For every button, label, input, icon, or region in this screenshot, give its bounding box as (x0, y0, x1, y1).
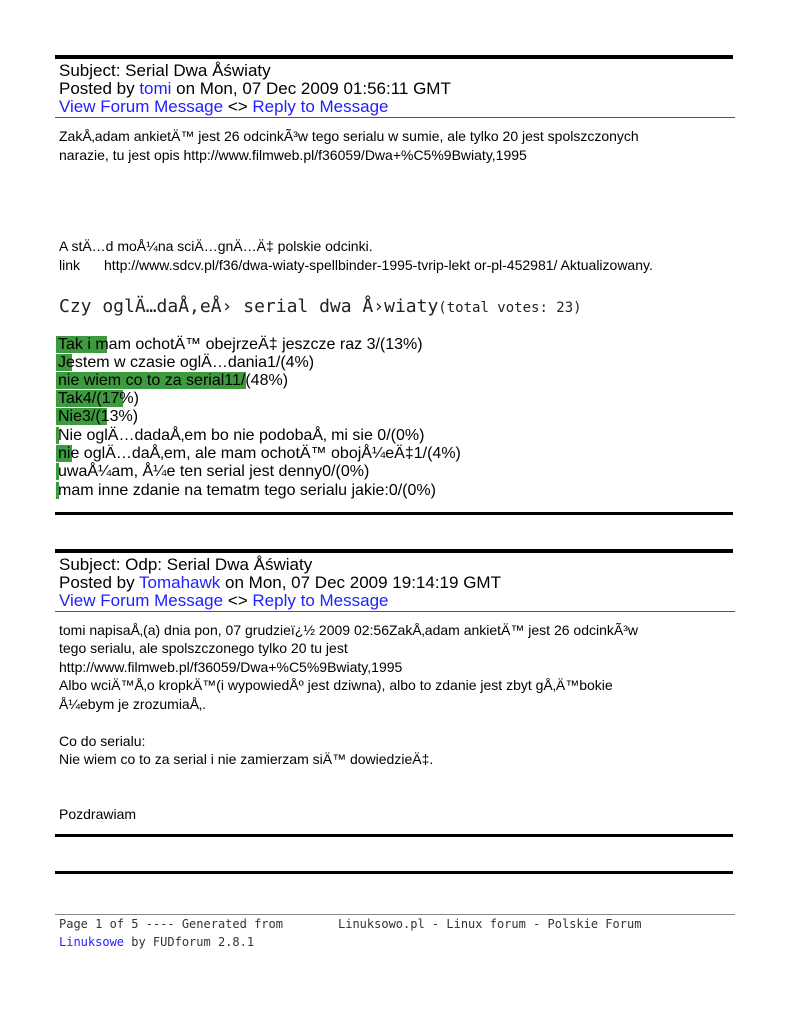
footer-line2 (59, 935, 254, 949)
post2-subject: Subject: Odp: Serial Dwa Åświaty (59, 555, 313, 574)
poll-option: Nie3/(13%) (58, 408, 139, 425)
poll-option: nie oglÄ…daÅ‚em, ale mam ochotÄ™ obojÅ¼eÄ‡1/(4%) (58, 445, 461, 462)
post1-body-line: narazie, tu jest opis http://www.filmweb.pl/f36059/Dwa+%C5%9Bwiaty,1995 (59, 147, 527, 163)
post2-body-line: Å¼ebym je zrozumiaÅ‚. (59, 696, 207, 712)
poll-option: Jestem w czasie oglÄ…dania1/(4%) (58, 354, 315, 371)
posted-prefix: Posted by (59, 79, 140, 98)
posted-prefix: Posted by (59, 573, 140, 592)
poll-option: Tak i mam ochotÄ™ obejrzeÄ‡ jeszcze raz 3/(13%) (58, 336, 423, 353)
poll-question: Czy oglÄ…daÅ‚eÅ› serial dwa Å›wiaty (59, 296, 439, 317)
post1-header-rule (55, 117, 735, 118)
post2-body-line: Albo wciÄ™Å‚o kropkÄ™(i wypowiedÅº jest dziwna), albo to zdanie jest zbyt gÅ‚Ä™bokie (59, 677, 613, 693)
link-label: link (59, 257, 81, 273)
post2-bottom-rule (55, 834, 733, 837)
post2-body-line: tego serialu, ale spolszczonego tylko 20 tu jest (59, 640, 348, 656)
post2-body-line: Co do serialu: (59, 733, 146, 749)
link-separator: <> (223, 97, 253, 116)
post1-bottom-rule (55, 512, 733, 515)
poll-option: nie wiem co to za serial11/(48%) (58, 372, 289, 389)
view-forum-message-link[interactable]: View Forum Message (59, 97, 224, 116)
post1-subject: Subject: Serial Dwa Åświaty (59, 61, 271, 80)
author-link[interactable]: Tomahawk (139, 573, 221, 592)
post2-header-rule (55, 611, 735, 612)
post2-body-line: http://www.filmweb.pl/f36059/Dwa+%C5%9Bwiaty,1995 (59, 659, 403, 675)
post1-top-rule (55, 55, 733, 59)
post2-body-line: Nie wiem co to za serial i nie zamierzam siÄ™ dowiedzieÄ‡. (59, 751, 434, 767)
posted-date: on Mon, 07 Dec 2009 19:14:19 GMT (220, 573, 501, 592)
page-end-rule (55, 871, 733, 874)
poll-option: Nie oglÄ…dadaÅ‚em bo nie podobaÅ‚ mi sie 0/(0%) (58, 427, 425, 444)
poll-total-votes: (total votes: 23) (438, 300, 582, 316)
posted-date: on Mon, 07 Dec 2009 01:56:11 GMT (171, 79, 451, 98)
view-forum-message-link[interactable]: View Forum Message (59, 591, 224, 610)
reply-to-message-link[interactable]: Reply to Message (252, 591, 389, 610)
post2-actions (59, 592, 388, 610)
poll-option: Tak4/(17%) (58, 390, 139, 407)
post1-body-line: ZakÅ‚adam ankietÄ™ jest 26 odcinkÃ³w tego serialu w sumie, ale tylko 20 jest spolszczonych (59, 128, 639, 144)
link-url: http://www.sdcv.pl/f36/dwa-wiaty-spellbinder-1995-tvrip-lekt or-pl-452981/ Aktualizowany. (104, 257, 653, 273)
reply-to-message-link[interactable]: Reply to Message (252, 97, 389, 116)
poll-title (59, 296, 582, 317)
post1-actions (59, 98, 388, 116)
footer-site-link[interactable]: Linuksowo.pl - Linux forum - Polskie Forum (338, 917, 642, 931)
footer-site-link-cont[interactable]: Linuksowe (59, 935, 125, 949)
post2-posted-line (59, 574, 501, 592)
post2-top-rule (55, 549, 733, 553)
link-separator: <> (223, 591, 253, 610)
post2-body-line: tomi napisaÅ‚(a) dnia pon, 07 grudzieï¿½ 2009 02:56ZakÅ‚adam ankietÄ™ jest 26 odcinkÃ³w (59, 622, 638, 638)
footer-generator: by FUDforum 2.8.1 (124, 935, 255, 949)
poll-option: uwaÅ¼am, Å¼e ten serial jest denny0/(0%) (58, 463, 370, 480)
post1-link-line (59, 257, 653, 274)
footer-page-info: Page 1 of 5 ---- Generated from (59, 917, 283, 931)
poll-option: mam inne zdanie na tematm tego serialu jakie:0/(0%) (58, 482, 436, 499)
author-link[interactable]: tomi (139, 79, 172, 98)
footer-rule (55, 914, 735, 915)
post1-body-line: A stÄ…d moÅ¼na sciÄ…gnÄ…Ä‡ polskie odcinki. (59, 238, 373, 254)
post2-signature: Pozdrawiam (59, 806, 137, 822)
post1-posted-line (59, 80, 451, 98)
